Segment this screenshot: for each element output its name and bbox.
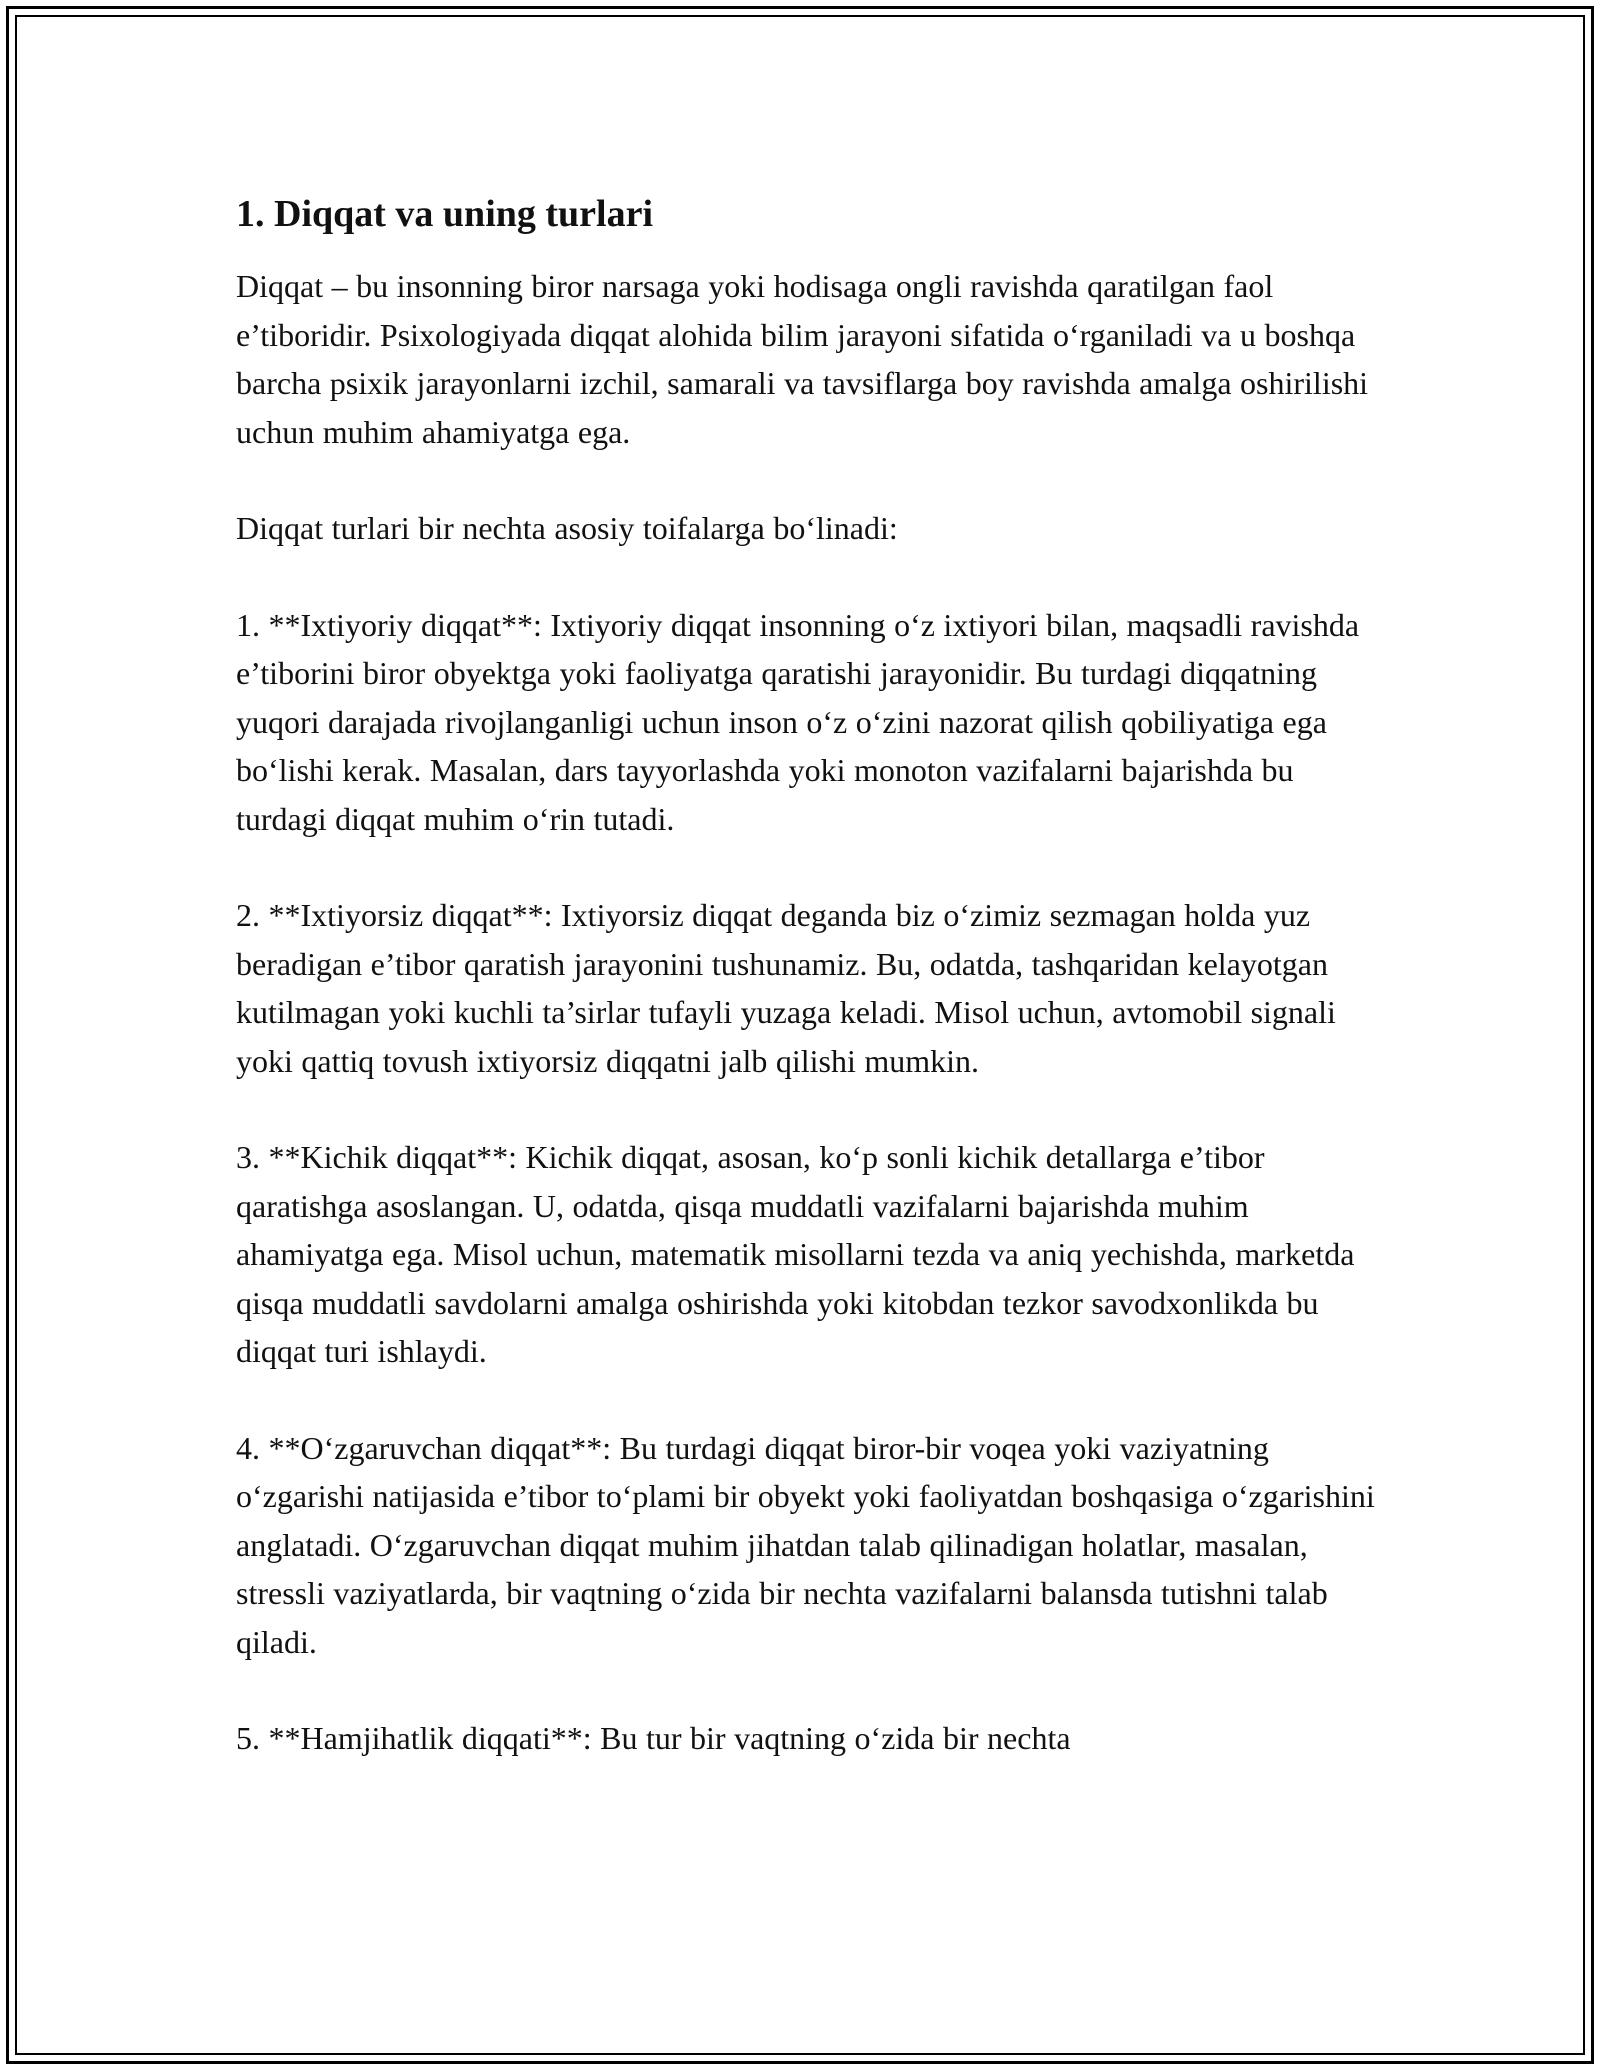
paragraph-types-intro: Diqqat turlari bir nechta asosiy toifalarga bo‘linadi: [236, 510, 898, 546]
paragraph-small-attention: 3. **Kichik diqqat**: Kichik diqqat, asosan, ko‘p sonli kichik detallarga e’tibor qaratishga asoslangan. U, odatda, qisqa muddatli vazifalarni bajarishda muhim ahamiyatga ega. Misol uchun, matematik misollarni tezda va aniq yechishda, marketda qisqa muddatli savdolarni amalga oshirishda yoki kitobdan tezkor savodxonlikda bu diqqat turi ishlaydi. [236, 1139, 1355, 1369]
section-heading: 1. Diqqat va uning turlari [236, 193, 654, 235]
document-body [236, 186, 1376, 1811]
paragraph-definition: Diqqat – bu insonning biror narsaga yoki hodisaga ongli ravishda qaratilgan faol e’tiboridir. Psixologiyada diqqat alohida bilim jarayoni sifatida o‘rganiladi va u boshqa barcha psixik jarayonlarni izchil, samarali va tavsiflarga boy ravishda amalga oshirilishi uchun muhim ahamiyatga ega. [236, 268, 1369, 450]
paragraph-involuntary-attention: 2. **Ixtiyorsiz diqqat**: Ixtiyorsiz diqqat deganda biz o‘zimiz sezmagan holda yuz beradigan e’tibor qaratish jarayonini tushunamiz. Bu, odatda, tashqaridan kelayotgan kutilmagan yoki kuchli ta’sirlar tufayli yuzaga keladi. Misol uchun, avtomobil signali yoki qattiq tovush ixtiyorsiz diqqatni jalb qilishi mumkin. [236, 897, 1336, 1079]
paragraph-variable-attention: 4. **O‘zgaruvchan diqqat**: Bu turdagi diqqat biror-bir voqea yoki vaziyatning o‘zgarishi natijasida e’tibor to‘plami bir obyekt yoki faoliyatdan boshqasiga o‘zgarishini anglatadi. O‘zgaruvchan diqqat muhim jihatdan talab qilinadigan holatlar, masalan, stressli vaziyatlarda, bir vaqtning o‘zida bir nechta vazifalarni balansda tutishni talab qiladi. [236, 1429, 1375, 1660]
paragraph-joint-attention: 5. **Hamjihatlik diqqati**: Bu tur bir vaqtning o‘zida bir nechta [236, 1720, 1071, 1756]
paragraph-voluntary-attention: 1. **Ixtiyoriy diqqat**: Ixtiyoriy diqqat insonning o‘z ixtiyori bilan, maqsadli ravishda e’tiborini biror obyektga yoki faoliyatga qaratishi jarayonidir. Bu turdagi diqqatning yuqori darajada rivojlanganligi uchun inson o‘z o‘zini nazorat qilish qobiliyatiga ega bo‘lishi kerak. Masalan, dars tayyorlashda yoki monoton vazifalarni bajarishda bu turdagi diqqat muhim o‘rin tutadi. [236, 606, 1360, 837]
